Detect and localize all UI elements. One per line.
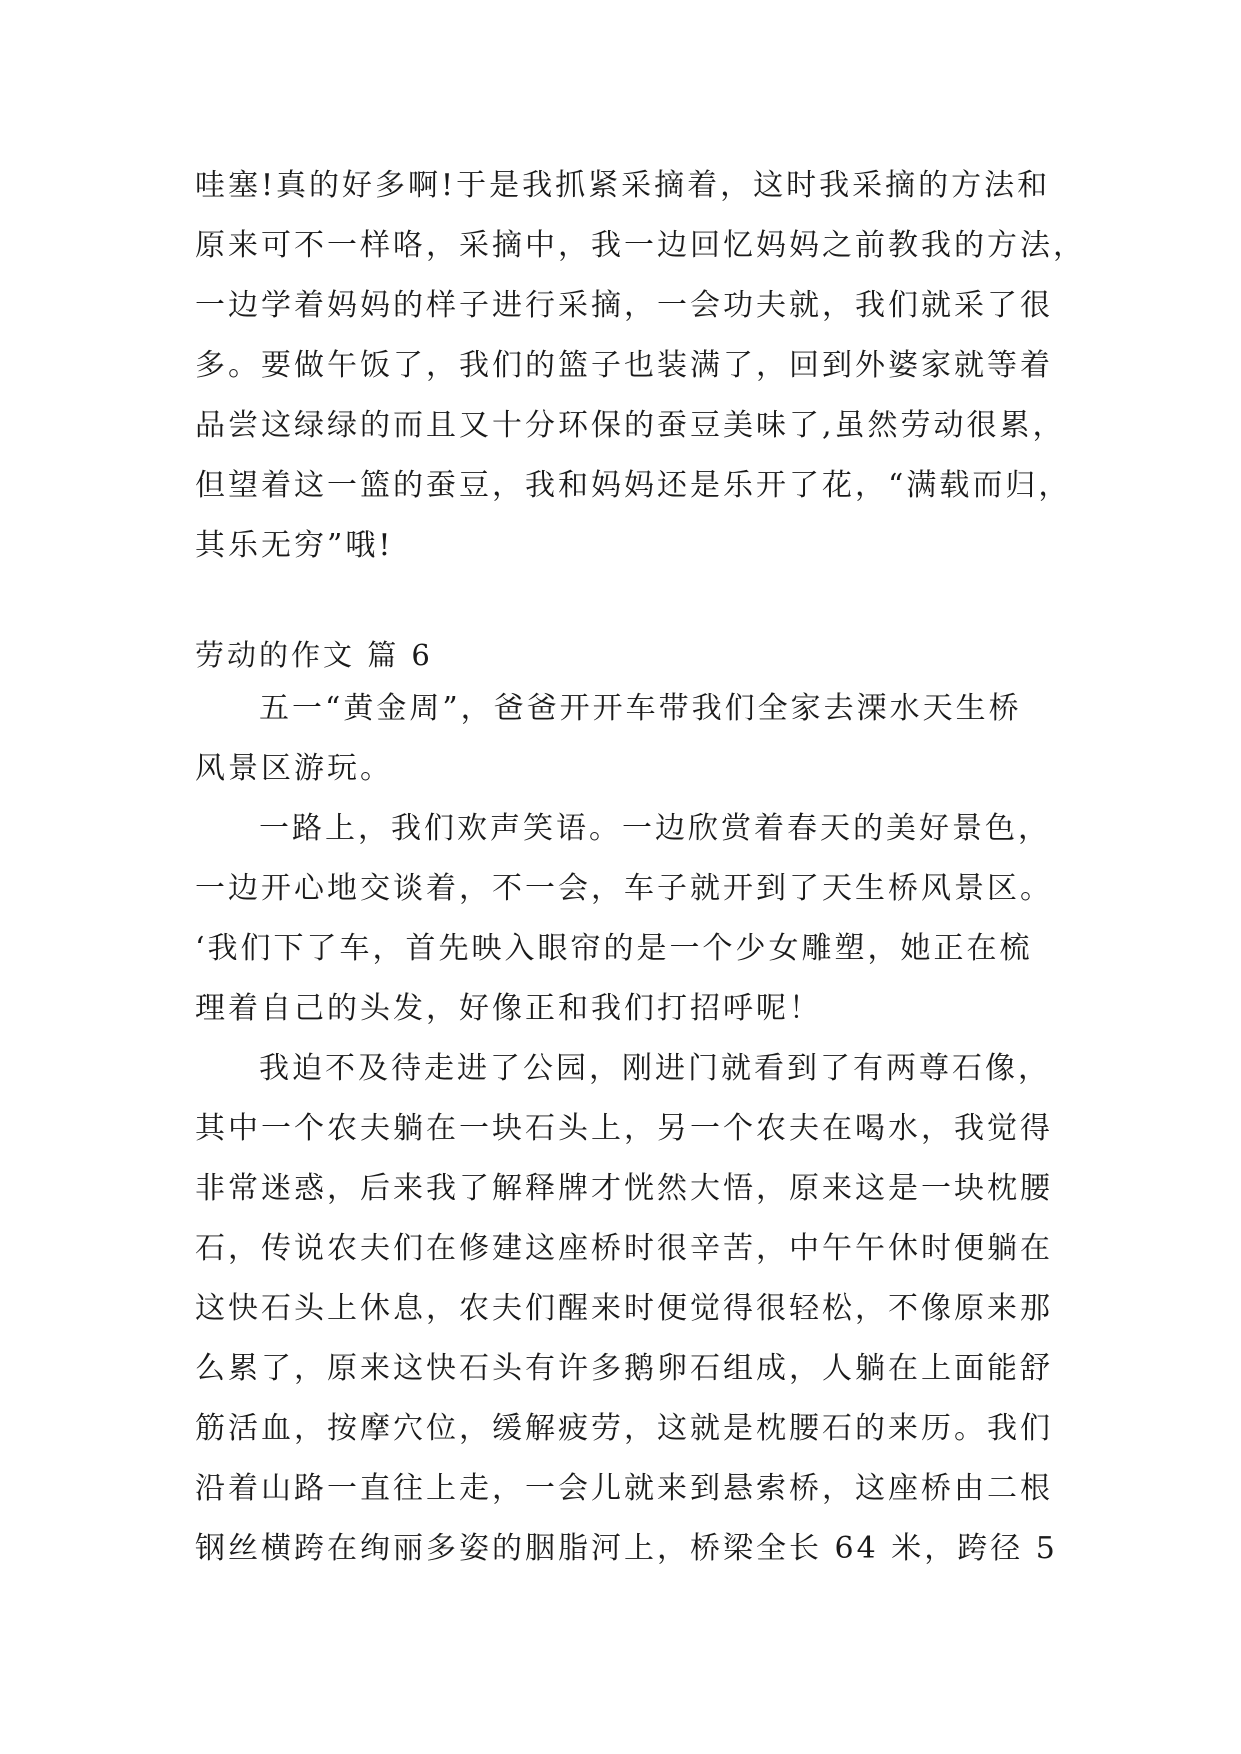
paragraph-first-line: 一路上，我们欢声笑语。一边欣赏着春天的美好景色，	[259, 811, 1051, 846]
text-line: 理着自己的头发，好像正和我们打招呼呢！	[195, 991, 822, 1026]
text-line: 风景区游玩。	[195, 751, 393, 786]
text-line: 一边开心地交谈着，不一会，车子就开到了天生桥风景区。	[195, 871, 1053, 906]
text-line: 一边学着妈妈的样子进行采摘，一会功夫就，我们就采了很	[195, 288, 1053, 323]
text-line: 非常迷惑，后来我了解释牌才恍然大悟，原来这是一块枕腰	[195, 1171, 1053, 1206]
text-line: 筋活血，按摩穴位，缓解疲劳，这就是枕腰石的来历。我们	[195, 1411, 1053, 1446]
text-line: 这快石头上休息，农夫们醒来时便觉得很轻松，不像原来那	[195, 1291, 1053, 1326]
text-line: 原来可不一样咯，采摘中，我一边回忆妈妈之前教我的方法，	[195, 228, 1086, 263]
section-heading-block	[195, 625, 1075, 685]
text-line: 多。要做午饭了，我们的篮子也装满了，回到外婆家就等着	[195, 348, 1053, 383]
text-line: 么累了，原来这快石头有许多鹅卵石组成，人躺在上面能舒	[195, 1351, 1053, 1386]
text-line: 品尝这绿绿的而且又十分环保的蚕豆美味了,虽然劳动很累，	[195, 408, 1066, 443]
text-line: 钢丝横跨在绚丽多姿的胭脂河上，桥梁全长 64 米，跨径 5	[195, 1531, 1058, 1566]
text-line: 沿着山路一直往上走，一会儿就来到悬索桥，这座桥由二根	[195, 1471, 1053, 1506]
text-line: 其中一个农夫躺在一块石头上，另一个农夫在喝水，我觉得	[195, 1111, 1053, 1146]
paragraph-first-line: 我迫不及待走进了公园，刚进门就看到了有两尊石像，	[259, 1051, 1051, 1086]
text-line: 但望着这一篮的蚕豆，我和妈妈还是乐开了花，“满载而归，	[195, 468, 1072, 503]
section-title: 劳动的作文 篇 6	[195, 638, 433, 672]
essay-body	[195, 679, 1075, 1579]
text-line: 石，传说农夫们在修建这座桥时很辛苦，中午午休时便躺在	[195, 1231, 1053, 1266]
text-line: 哇塞!真的好多啊!于是我抓紧采摘着，这时我采摘的方法和	[195, 168, 1051, 203]
text-line: 其乐无穷”哦!	[195, 528, 394, 563]
text-line: ‘我们下了车，首先映入眼帘的是一个少女雕塑，她正在梳	[195, 931, 1033, 966]
paragraph-first-line: 五一“黄金周”，爸爸开开车带我们全家去溧水天生桥	[259, 691, 1022, 726]
continued-paragraph	[195, 156, 1086, 576]
